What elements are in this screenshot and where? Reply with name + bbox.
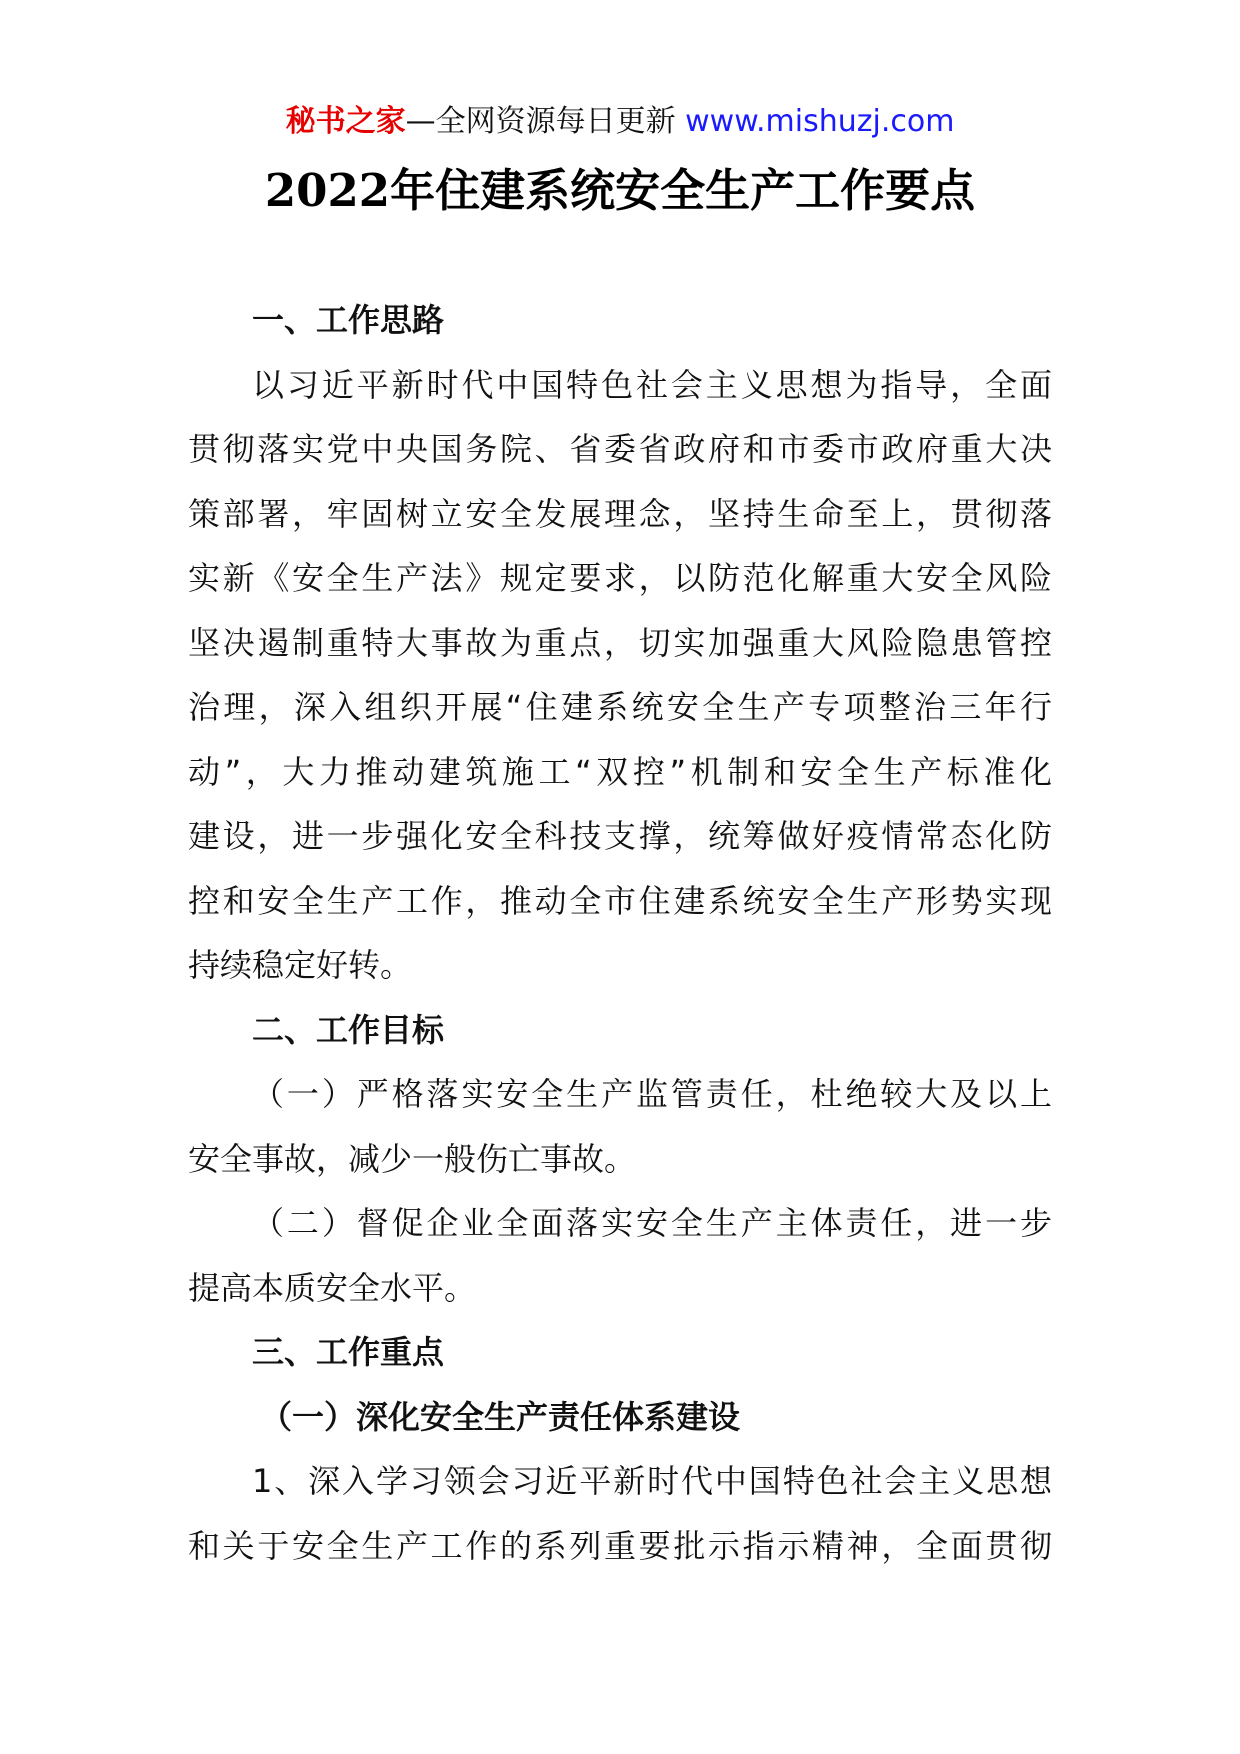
paragraph-line: 动”，大力推动建筑施工“双控”机制和安全生产标准化 [188, 752, 1052, 791]
paragraph-line: 策部署，牢固树立安全发展理念，坚持生命至上，贯彻落 [188, 494, 1052, 533]
section-heading-3: 三、工作重点 [252, 1333, 445, 1371]
paragraph-line: 实新《安全生产法》规定要求，以防范化解重大安全风险 [188, 559, 1052, 597]
paragraph-line: 持续稳定好转。 [188, 946, 413, 984]
site-banner [0, 100, 1240, 144]
paragraph-line: 治理，深入组织开展“住建系统安全生产专项整治三年行 [188, 688, 1052, 726]
paragraph-line: 提高本质安全水平。 [188, 1268, 477, 1307]
paragraph-line: 1、深入学习领会习近平新时代中国特色社会主义思想 [252, 1462, 1052, 1500]
paragraph-line: 安全事故，减少一般伤亡事故。 [188, 1139, 637, 1178]
paragraph-line: （一）严格落实安全生产监管责任，杜绝较大及以上 [252, 1075, 1052, 1113]
brand-slogan: —全网资源每日更新 [405, 104, 686, 139]
paragraph-line: 和关于安全生产工作的系列重要批示指示精神，全面贯彻 [188, 1526, 1052, 1565]
section-heading-1: 一、工作思路 [252, 301, 445, 339]
document-title: 2022年住建系统安全生产工作要点 [264, 164, 976, 217]
site-url-link[interactable]: www.mishuzj.com [685, 104, 955, 139]
paragraph-line: 控和安全生产工作，推动全市住建系统安全生产形势实现 [188, 881, 1052, 920]
subsection-heading: （一）深化安全生产责任体系建设 [260, 1397, 741, 1436]
paragraph-line: （二）督促企业全面落实安全生产主体责任，进一步 [252, 1204, 1052, 1242]
paragraph-line: 建设，进一步强化安全科技支撑，统筹做好疫情常态化防 [188, 817, 1052, 855]
brand-name: 秘书之家 [285, 104, 406, 139]
section-heading-2: 二、工作目标 [252, 1010, 445, 1049]
paragraph-line: 以习近平新时代中国特色社会主义思想为指导，全面 [252, 365, 1052, 404]
paragraph-line: 贯彻落实党中央国务院、省委省政府和市委市政府重大决 [188, 430, 1052, 468]
paragraph-line: 坚决遏制重特大事故为重点，切实加强重大风险隐患管控 [188, 623, 1052, 662]
document-body [188, 288, 1052, 1578]
